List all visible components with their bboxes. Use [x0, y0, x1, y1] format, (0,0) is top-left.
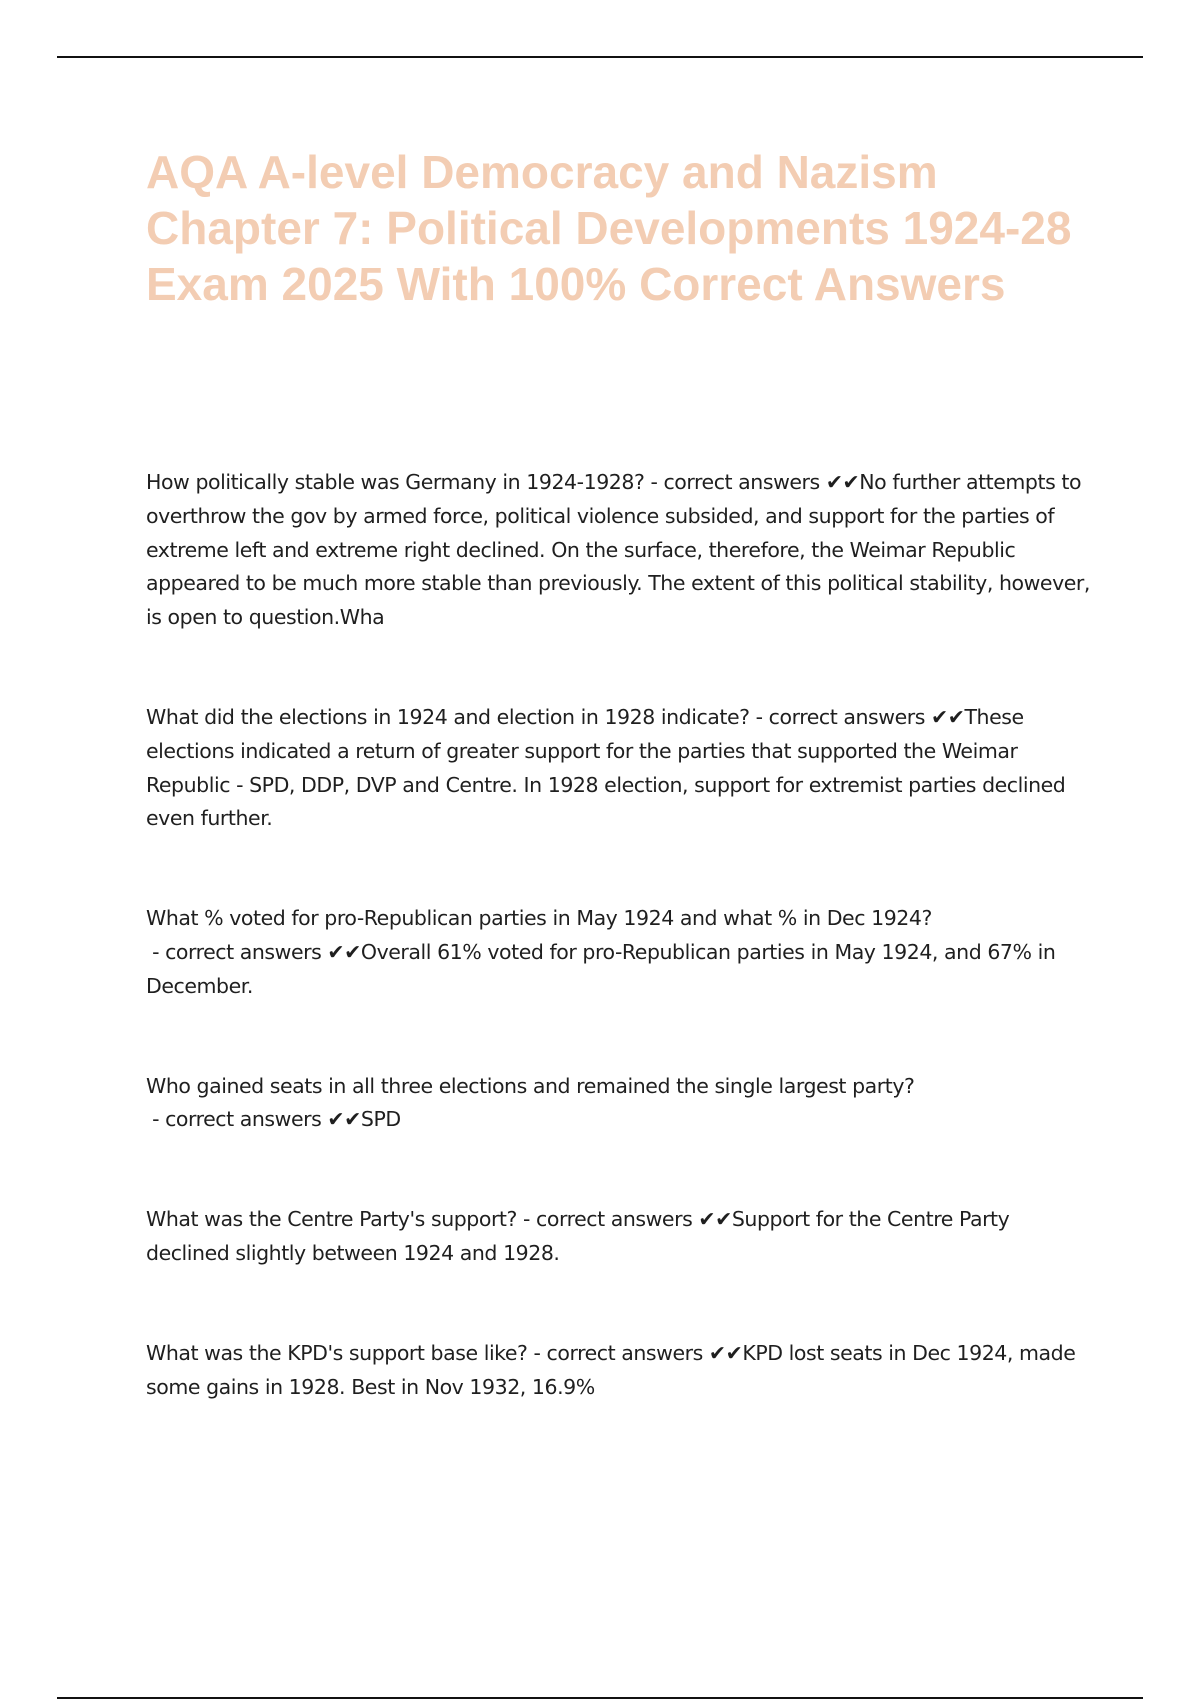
answer-separator: - correct answers [146, 939, 328, 964]
question-text: What was the KPD's support base like? [146, 1340, 528, 1365]
qa-item [146, 902, 1096, 1003]
answer-separator: - correct answers [527, 1340, 709, 1365]
question-text: What was the Centre Party's support? [146, 1207, 517, 1232]
document-title: AQA A-level Democracy and Nazism Chapter 7: Political Developments 1924-28 Exam 2025 With 100% Correct Answers [146, 146, 1072, 310]
double-check-icon: ✔✔ [931, 704, 965, 729]
double-check-icon: ✔✔ [698, 1207, 732, 1232]
top-rule [57, 56, 1143, 58]
qa-item [146, 701, 1096, 836]
answer-separator: - correct answers [644, 470, 826, 494]
answer-text: Overall 61% voted for pro-Republican parties in May 1924, and 67% in December. [146, 939, 1056, 998]
answer-text: These elections indicated a return of greater support for the parties that supported the Weimar Republic - SPD, DDP, DVP and Centre. In 1928 election, support for extremist parties declined even further. [146, 704, 1066, 831]
answer-text: KPD lost seats in Dec 1924, made some gains in 1928. Best in Nov 1932, 16.9% [146, 1340, 1076, 1399]
double-check-icon: ✔✔ [825, 470, 860, 494]
question-text: How politically stable was Germany in 1924-1928? [146, 470, 645, 494]
answer-text: No further attempts to overthrow the gov by armed force, political violence subsided, and support for the parties of extreme left and extreme right declined. On the surface, therefore, the Weimar Republic appeared to be much more stable than previously. The extent of this political stability, however, is open to question.Wha [146, 470, 1090, 630]
double-check-icon: ✔✔ [327, 939, 361, 964]
question-text: Who gained seats in all three elections and remained the single largest party? [146, 1073, 915, 1098]
double-check-icon: ✔✔ [708, 1340, 743, 1365]
bottom-rule [57, 1697, 1143, 1699]
question-text: What did the elections in 1924 and election in 1928 indicate? [146, 704, 750, 729]
answer-text: Support for the Centre Party declined slightly between 1924 and 1928. [146, 1207, 1010, 1265]
answer-separator: - correct answers [516, 1207, 699, 1232]
qa-item [146, 466, 1096, 635]
answer-separator: - correct answers [146, 1107, 328, 1132]
question-text: What % voted for pro-Republican parties in May 1924 and what % in Dec 1924? [146, 906, 932, 931]
qa-item [146, 1070, 1096, 1138]
answer-separator: - correct answers [749, 704, 932, 729]
double-check-icon: ✔✔ [327, 1107, 361, 1132]
answer-text: SPD [360, 1107, 401, 1132]
qa-item [146, 1203, 1096, 1271]
qa-list [146, 466, 1096, 1404]
qa-item [146, 1337, 1096, 1405]
